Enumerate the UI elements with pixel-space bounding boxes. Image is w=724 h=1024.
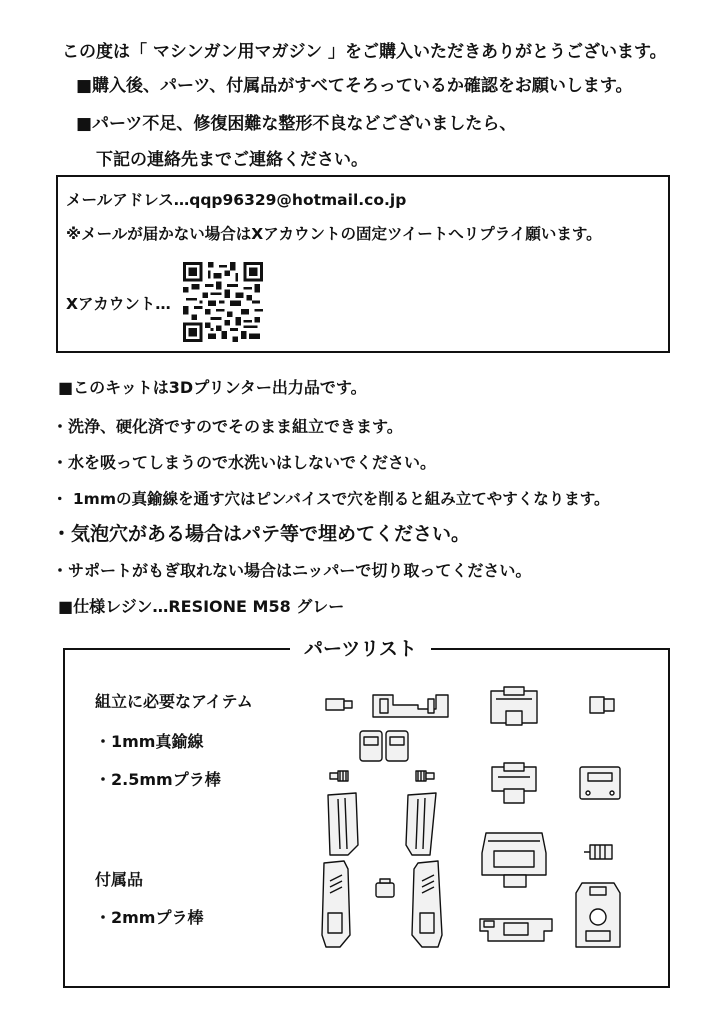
contact-note: ※メールが届かない場合はXアカウントの固定ツイートへリプライ願います。: [66, 225, 602, 243]
part-receiver-top-icon: [373, 695, 448, 717]
part-pin-left-icon: [330, 771, 348, 781]
note-item-3: ・ 1mmの真鍮線を通す穴はピンバイスで穴を削ると組み立てやすくなります。: [52, 490, 610, 508]
resin-spec: ■仕様レジン…RESIONE M58 グレー: [58, 597, 345, 616]
part-side-plate-left-icon: [322, 861, 350, 947]
note-item-1: ・洗浄、硬化済ですのでそのまま組立できます。: [52, 417, 403, 436]
part-small-square-icon: [376, 879, 394, 897]
accessory-item-rod: ・2mmプラ棒: [95, 908, 204, 927]
intro-defect: ■パーツ不足、修復困難な整形不良などございましたら、: [76, 114, 517, 134]
part-rear-housing-icon: [576, 883, 620, 947]
part-block-upper-icon: [491, 687, 537, 725]
intro-thanks: この度は「 マシンガン用マガジン 」をご購入いただきありがとうございます。: [62, 42, 667, 62]
qr-code-icon[interactable]: [183, 262, 263, 342]
part-base-plate-icon: [480, 919, 552, 941]
part-pin-small-icon: [326, 699, 352, 710]
part-block-middle-icon: [492, 763, 536, 803]
intro-check: ■購入後、パーツ、付属品がすべてそろっているか確認をお願いします。: [76, 76, 633, 96]
part-magazine-left-icon: [328, 793, 358, 855]
notes-heading: ■このキットは3Dプリンター出力品です。: [58, 378, 367, 397]
note-item-2: ・水を吸ってしまうので水洗いはしないでください。: [52, 453, 437, 472]
parts-list-title: パーツリスト: [290, 634, 431, 661]
part-side-plate-right-icon: [412, 861, 442, 947]
intro-contact: 下記の連絡先までご連絡ください。: [96, 150, 368, 170]
part-lower-housing-icon: [482, 833, 546, 887]
part-magazine-right-icon: [406, 793, 436, 855]
parts-illustration: [318, 685, 658, 955]
note-item-5: ・サポートがもぎ取れない場合はニッパーで切り取ってください。: [52, 561, 532, 580]
note-item-4: ・気泡穴がある場合はパテ等で埋めてください。: [52, 523, 471, 545]
accessory-heading: 付属品: [95, 870, 144, 889]
part-spring-icon: [584, 845, 612, 859]
needed-heading: 組立に必要なアイテム: [95, 692, 253, 711]
part-cap-icon: [580, 767, 620, 799]
x-account-label: Xアカウント…: [66, 295, 171, 313]
part-double-block-icon: [360, 731, 408, 761]
contact-email[interactable]: メールアドレス…qqp96329@hotmail.co.jp: [66, 191, 407, 209]
part-pin-right-icon: [416, 771, 434, 781]
needed-item-brass: ・1mm真鍮線: [95, 732, 204, 751]
needed-item-plastic-rod: ・2.5mmプラ棒: [95, 770, 221, 789]
part-cylinder-icon: [590, 697, 614, 713]
